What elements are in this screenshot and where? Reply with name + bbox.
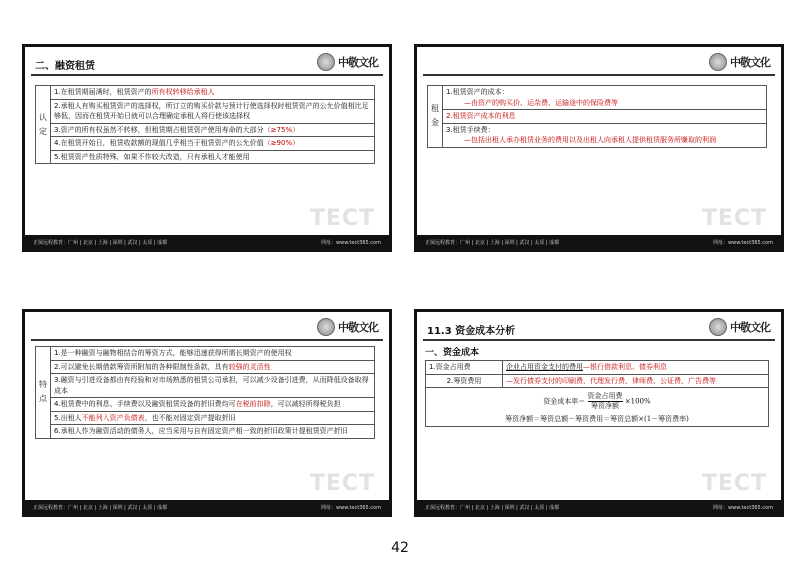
logo-emblem-icon [709, 318, 727, 336]
table-row: 3.资产的所有权虽然不转移，但租赁期占租赁资产使用寿命的大部分（≥75%） [51, 123, 375, 137]
row-label: 2.筹资费用 [426, 374, 503, 388]
slide-title: 11.3 资金成本分析 [427, 326, 516, 337]
logo: 中敬文化 [709, 318, 773, 336]
cost-table [425, 360, 769, 427]
formula-cell: 资金成本率＝ $\frac{\text{资金占用费}}{\text{筹资净额}}$ ×100% 筹资净额＝筹资总额－筹资费用＝筹资总额×(1－筹资费率) [426, 388, 769, 427]
table-row: 企业占用资金支付的费用—银行借款利息、债券利息 [503, 361, 769, 375]
table-row: 6.承租人作为融资活动的债务人，应当采用与自有固定资产相一致的折旧政策计提租赁资产折旧 [51, 425, 375, 439]
table-row: 3.租赁手续费： —包括出租人承办租赁业务的费用以及出租人向承租人提供租赁服务所赚取的利润 [443, 123, 767, 147]
logo-emblem-icon [709, 53, 727, 71]
page-number: 42 [391, 540, 409, 556]
slide-lease-features [22, 309, 392, 517]
row-label: 1.资金占用费 [426, 361, 503, 375]
divider [423, 339, 775, 341]
logo: 中敬文化 [709, 53, 773, 71]
footer: 正保远程教育：广州 | 北京 | 上海 | 深圳 | 武汉 | 太原 | 成都 网址：www.tect365.com [417, 235, 781, 249]
side-label: 租金 [428, 86, 443, 148]
side-label: 认定 [36, 86, 51, 164]
table-row: 5.出租人不能列入资产负债表，也不能对固定资产提取折旧 [51, 411, 375, 425]
side-label: 特点 [36, 347, 51, 439]
watermark: TECT [309, 471, 375, 496]
fraction: $\frac{\text{资金占用费}}{\text{筹资净额}}$ [587, 392, 623, 410]
watermark: TECT [309, 206, 375, 231]
footer: 正保远程教育：广州 | 北京 | 上海 | 深圳 | 武汉 | 太原 | 成都 网址：www.tect365.com [25, 235, 389, 249]
features-table [35, 346, 375, 439]
slide-rent-composition [414, 44, 784, 252]
logo-emblem-icon [317, 53, 335, 71]
table-row: 4.租赁费中的利息、手续费以及融资租赁设备的折旧费均可在税前扣除，可以减轻所得税负担 [51, 398, 375, 412]
table-row: 1.租赁资产的成本： —由资产的购买价、运杂费、运输途中的保险费等 [443, 86, 767, 110]
divider [31, 74, 383, 76]
watermark: TECT [701, 471, 767, 496]
logo: 中敬文化 [317, 53, 381, 71]
table-row: —发行债券支付的印刷费、代理发行费、律师费、公证费、广告费等 [503, 374, 769, 388]
section-subtitle: 一、资金成本 [425, 348, 480, 358]
slide-title: 二、融资租赁 [35, 61, 95, 72]
table-row: 4.在租赁开始日，租赁收款额的现值几乎相当于租赁资产的公允价值（≥90%） [51, 137, 375, 151]
criteria-table [35, 85, 375, 164]
rent-table [427, 85, 767, 148]
table-row: 2.租赁资产成本的利息 [443, 110, 767, 124]
table-row: 3.融资与引进设备都由有经验和对市场熟悉的租赁公司承担，可以减少设备引进费，从而降低设备取得成本 [51, 374, 375, 398]
divider [423, 74, 775, 76]
logo-emblem-icon [317, 318, 335, 336]
slide-financial-lease-criteria [22, 44, 392, 252]
table-row: 2.可以避免长期借款筹资所附加的各种限制性条款，具有较强的灵活性 [51, 360, 375, 374]
table-row: 2.承租人有购买租赁资产的选择权，所订立的购买价款与预计行使选择权时租赁资产的公允价值相比足够低，因而在租赁开始日就可以合理确定承租人将行使该选择权 [51, 99, 375, 123]
watermark: TECT [701, 206, 767, 231]
logo: 中敬文化 [317, 318, 381, 336]
slide-cost-of-capital [414, 309, 784, 517]
table-row: 5.租赁资产性质特殊，如果不作较大改造，只有承租人才能使用 [51, 150, 375, 164]
table-row: 1.是一种融资与融物相结合的筹资方式，能够迅速获得所需长期资产的使用权 [51, 347, 375, 361]
footer: 正保远程教育：广州 | 北京 | 上海 | 深圳 | 武汉 | 太原 | 成都 网址：www.tect365.com [417, 500, 781, 514]
divider [31, 339, 383, 341]
formula-net-amount: 筹资净额＝筹资总额－筹资费用＝筹资总额×(1－筹资费率) [505, 415, 689, 423]
table-row: 1.在租赁期届满时，租赁资产的所有权转移给承租人 [51, 86, 375, 100]
footer: 正保远程教育：广州 | 北京 | 上海 | 深圳 | 武汉 | 太原 | 成都 网址：www.tect365.com [25, 500, 389, 514]
